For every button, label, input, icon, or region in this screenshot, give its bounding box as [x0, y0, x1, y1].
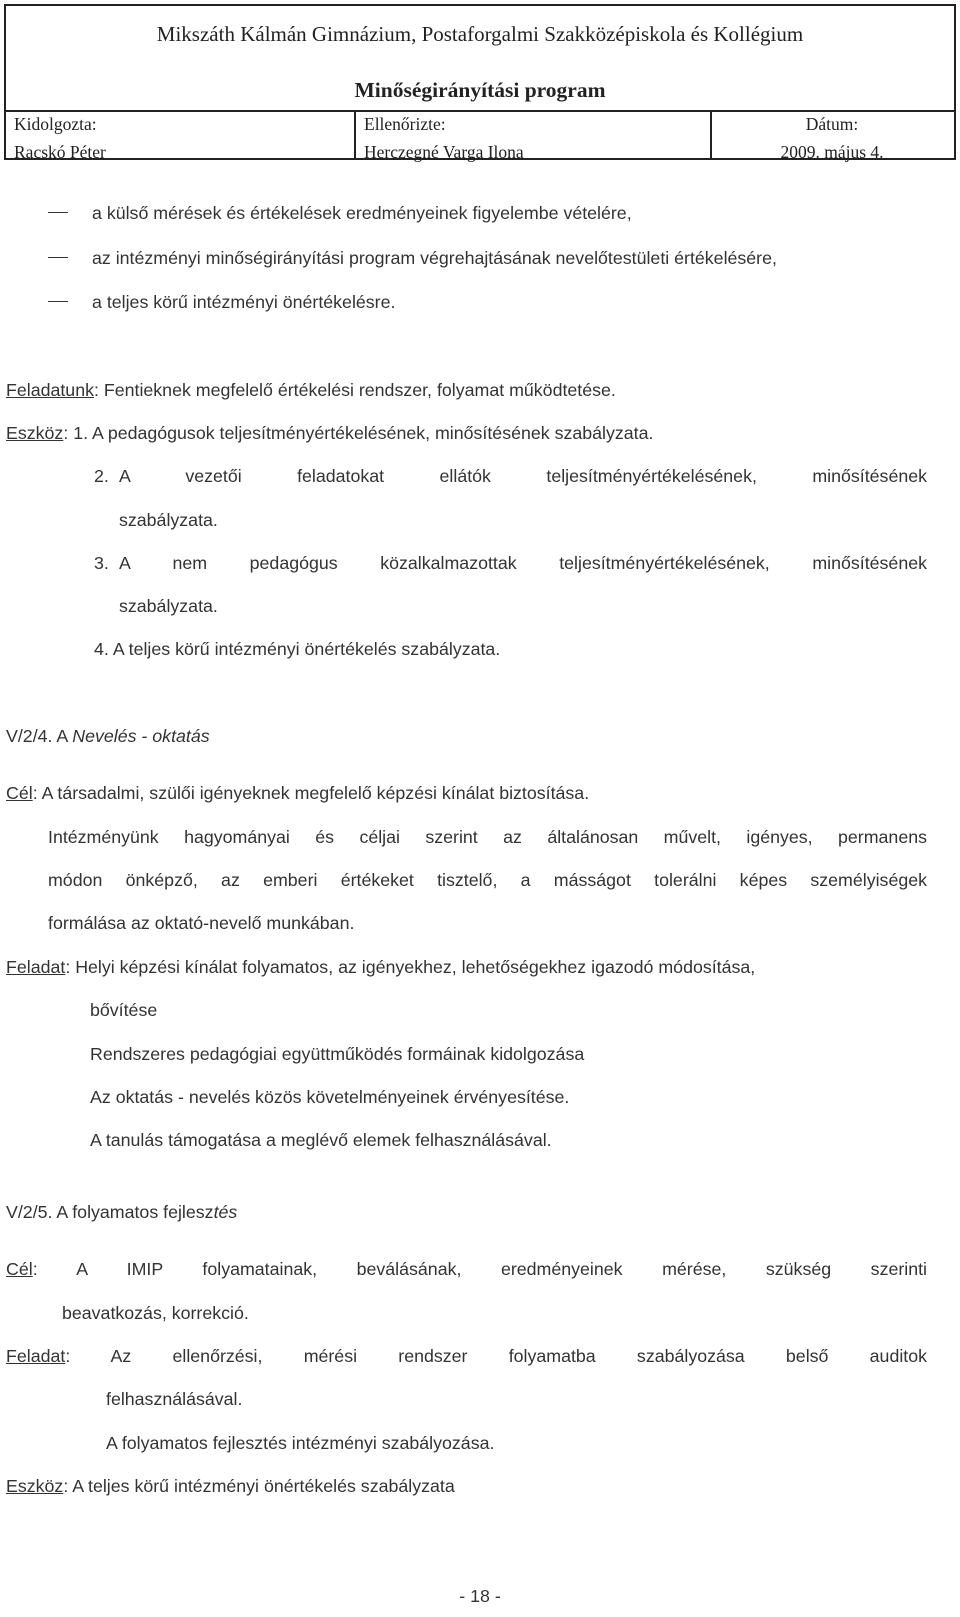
checked-label: Ellenőrizte:: [364, 114, 446, 134]
task-item: Rendszeres pedagógiai együttműködés formáinak kidolgozása: [90, 1044, 585, 1064]
program-title: Minőségirányítási program: [354, 78, 606, 102]
task-item: A folyamatos fejlesztés intézményi szabályozása.: [106, 1433, 495, 1453]
task-line: Feladat: Helyi képzési kínálat folyamatos, az igényekhez, lehetőségekhez igazodó módosítása,: [6, 957, 756, 977]
section-heading: V/2/4. A Nevelés - oktatás: [6, 726, 210, 746]
date-value: 2009. május 4.: [780, 142, 884, 162]
task-line: Feladat: Az ellenőrzési, mérési rendszer folyamatba szabályozása belső auditok: [6, 1346, 927, 1366]
school-name: Mikszáth Kálmán Gimnázium, Postaforgalmi Szakközépiskola és Kollégium: [156, 22, 804, 46]
tool-line: Eszköz: A teljes körű intézményi önértékelés szabályzata: [6, 1476, 455, 1496]
tool-item-2-cont: szabályzata.: [119, 510, 218, 530]
dash-icon: [48, 212, 68, 213]
document-header: [4, 4, 956, 160]
task-line-cont: bővítése: [90, 1000, 158, 1020]
tool-item-2: A vezetői feladatokat ellátók teljesítményértékelésének, minősítésének: [119, 466, 927, 486]
goal-line: Cél: A társadalmi, szülői igényeknek megfelelő képzési kínálat biztosítása.: [6, 783, 590, 803]
checked-value: Herczegné Varga Ilona: [364, 142, 524, 162]
prepared-by-cell: [14, 110, 106, 166]
date-cell: [712, 110, 952, 166]
paragraph-line: formálása az oktató-nevelő munkában.: [48, 913, 355, 933]
task-item: Az oktatás - nevelés közös követelményeinek érvényesítése.: [90, 1087, 570, 1107]
task-line: Feladatunk: Fentieknek megfelelő értékelési rendszer, folyamat működtetése.: [6, 380, 616, 400]
goal-line: Cél: A IMIP folyamatainak, beválásának, eredményeinek mérése, szükség szerinti: [6, 1259, 927, 1279]
task-line-cont: felhasználásával.: [106, 1389, 243, 1409]
list-item: a külső mérések és értékelések eredményeinek figyelembe vételére,: [48, 203, 632, 224]
paragraph-line: Intézményünk hagyományai és céljai szerint az általánosan művelt, igényes, permanens: [48, 827, 927, 847]
page-number: - 18 -: [459, 1586, 501, 1606]
checked-by-cell: [364, 110, 524, 166]
tool-item-1: Eszköz: 1. A pedagógusok teljesítményértékelésének, minősítésének szabályzata.: [6, 423, 654, 443]
prepared-value: Racskó Péter: [14, 142, 106, 162]
date-label: Dátum:: [805, 114, 859, 134]
header-column-divider: [354, 110, 356, 158]
tool-item-3-cont: szabályzata.: [119, 596, 218, 616]
dash-icon: [48, 257, 68, 258]
dash-icon: [48, 301, 68, 302]
list-item: a teljes körű intézményi önértékelésre.: [48, 292, 395, 313]
tool-item-4: 4. A teljes körű intézményi önértékelés szabályzata.: [94, 639, 501, 659]
tool-item-3: A nem pedagógus közalkalmazottak teljesítményértékelésének, minősítésének: [119, 553, 927, 573]
tool-item-number: 2.: [94, 466, 109, 486]
section-heading: V/2/5. A folyamatos fejlesztés: [6, 1202, 238, 1222]
prepared-label: Kidolgozta:: [14, 114, 97, 134]
goal-line-cont: beavatkozás, korrekció.: [62, 1303, 249, 1323]
paragraph-line: módon önképző, az emberi értékeket tisztelő, a másságot tolerálni képes személyiségek: [48, 870, 927, 890]
task-item: A tanulás támogatása a meglévő elemek felhasználásával.: [90, 1130, 552, 1150]
tool-item-number: 3.: [94, 553, 109, 573]
list-item: az intézményi minőségirányítási program végrehajtásának nevelőtestületi értékelésére,: [48, 248, 777, 269]
